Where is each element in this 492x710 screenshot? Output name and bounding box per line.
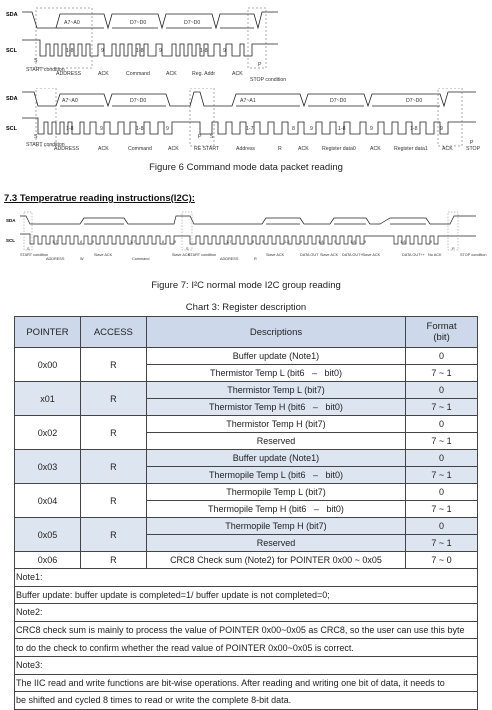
- phase-label: Command: [128, 146, 152, 152]
- format-cell: 0: [406, 416, 478, 433]
- note-text: Note2:: [15, 604, 478, 622]
- description-cell: Thermistor Temp L (bit6 – bit0): [146, 365, 405, 382]
- count-label: 1-8: [400, 240, 406, 244]
- scl-label: SCL: [6, 238, 15, 243]
- note-text: CRC8 check sum is mainly to process the value of POINTER 0x00~0x05 as CRC8, so the user can use this byte: [15, 621, 478, 639]
- scl-label: SCL: [6, 126, 17, 132]
- phase-label: ACK: [298, 146, 309, 152]
- count-label: 9: [310, 126, 313, 132]
- description-cell: Thermopile Temp L (bit7): [146, 484, 405, 501]
- count-label: 9: [159, 48, 162, 54]
- table-row: [15, 416, 478, 433]
- count-label: 1-8: [318, 240, 324, 244]
- format-cell: 0: [406, 348, 478, 365]
- sda-label: SDA: [6, 12, 18, 18]
- table-row: [15, 518, 478, 535]
- access-cell: R: [80, 382, 146, 416]
- description-cell: Thermopile Temp H (bit7): [146, 518, 405, 535]
- note-text: Buffer update: buffer update is completed=1/ buffer update is not completed=0;: [15, 586, 478, 604]
- count-label: 1-8: [410, 126, 418, 132]
- format-cell: 7 ~ 1: [406, 467, 478, 484]
- count-label: 1-8: [66, 126, 74, 132]
- scl-label: SCL: [6, 48, 17, 54]
- phase-label: START condition: [26, 142, 65, 148]
- start-mark: S: [186, 247, 189, 251]
- phase-label: START condition: [188, 253, 217, 257]
- byte-label: A7~A0: [64, 20, 80, 26]
- count-label: 9: [100, 126, 103, 132]
- header-format: Format (bit): [406, 317, 478, 348]
- byte-label: A7~A1: [240, 98, 256, 104]
- register-table: [14, 316, 478, 710]
- phase-label: Slave ACK: [320, 253, 339, 257]
- note-row: [15, 692, 478, 710]
- phase-label: STOP condition: [250, 77, 287, 83]
- phase-label: DATA OUT+: [342, 253, 363, 257]
- phase-label: ACK: [442, 146, 453, 152]
- figure-7-caption: Figure 7: I²C normal mode I2C group reading: [151, 280, 341, 291]
- table-caption: Chart 3: Register description: [185, 302, 307, 313]
- format-cell: 0: [406, 382, 478, 399]
- figure-6-caption: Figure 6 Command mode data packet reading: [149, 162, 343, 173]
- note-text: to do the check to confirm whether the read value of POINTER 0x00~0x05 is correct.: [15, 639, 478, 657]
- byte-label: D7~D0: [330, 98, 347, 104]
- phase-label: Slave ACK: [94, 253, 113, 257]
- start-mark: S: [34, 134, 38, 140]
- byte-label: D7~D0: [406, 98, 423, 104]
- description-cell: Buffer update (Note1): [146, 348, 405, 365]
- note-text: be shifted and cycled 8 times to read or write the complete 8-bit data.: [15, 692, 478, 710]
- fig6-timing-row-a: [0, 0, 492, 92]
- fig6-timing-row-b: [0, 88, 492, 158]
- description-cell: Buffer update (Note1): [146, 450, 405, 467]
- pointer-cell: 0x02: [15, 416, 81, 450]
- phase-label: ACK: [232, 71, 243, 77]
- phase-label: R: [278, 146, 282, 152]
- phase-label: Command: [126, 71, 150, 77]
- description-cell: Thermistor Temp H (bit6 – bit0): [146, 399, 405, 416]
- phase-label: R: [254, 257, 257, 261]
- sda-label: SDA: [6, 96, 18, 102]
- format-cell: 7 ~ 1: [406, 535, 478, 552]
- format-cell: 7 ~ 1: [406, 433, 478, 450]
- format-cell: 0: [406, 450, 478, 467]
- count-label: 1-8: [136, 126, 144, 132]
- phase-label: Slave ACK: [266, 253, 285, 257]
- format-cell: 0: [406, 518, 478, 535]
- pointer-cell: x01: [15, 382, 81, 416]
- phase-label: STOP condition: [460, 253, 487, 257]
- count-label: 1-8: [350, 240, 356, 244]
- pointer-cell: 0x05: [15, 518, 81, 552]
- phase-label: START condition: [20, 253, 49, 257]
- count-label: 8: [252, 240, 255, 244]
- phase-label: Register data1: [394, 146, 428, 152]
- count-label: 1-7: [52, 240, 58, 244]
- note-row: [15, 656, 478, 674]
- count-label: 1-7: [246, 126, 254, 132]
- header-pointer: POINTER: [15, 317, 81, 348]
- phase-label: ACK: [166, 71, 177, 77]
- stop-mark: P: [470, 140, 474, 146]
- pointer-cell: 0x03: [15, 450, 81, 484]
- access-cell: R: [80, 348, 146, 382]
- phase-label: Command: [132, 257, 150, 261]
- sda-label: SDA: [6, 218, 16, 223]
- note-text: The IIC read and write functions are bit-wise operations. After reading and writing one bit of data, it needs to: [15, 674, 478, 692]
- count-label: 9: [262, 240, 265, 244]
- count-label: 9: [364, 240, 367, 244]
- description-cell: Thermistor Temp H (bit7): [146, 416, 405, 433]
- phase-label: Register data0: [322, 146, 356, 152]
- count-label: 1-8: [338, 126, 346, 132]
- note-row: [15, 621, 478, 639]
- phase-label: ACK: [168, 146, 179, 152]
- count-label: 9: [101, 48, 104, 54]
- note-row: [15, 604, 478, 622]
- count-label: 1-8: [284, 240, 290, 244]
- phase-label: Slave ACK: [172, 253, 191, 257]
- byte-label: D7~D0: [184, 20, 201, 26]
- header-descriptions: Descriptions: [146, 317, 405, 348]
- header-access: ACCESS: [80, 317, 146, 348]
- count-label: 8: [292, 126, 295, 132]
- count-label: 9: [370, 126, 373, 132]
- phase-label: ADDRESS: [220, 257, 239, 261]
- note-row: [15, 674, 478, 692]
- count-label: 9: [223, 48, 226, 54]
- phase-label: DATA OUT++: [402, 253, 425, 257]
- count-label: 8: [80, 240, 83, 244]
- note-text: Note3:: [15, 656, 478, 674]
- note-row: [15, 639, 478, 657]
- count-label: 9: [440, 126, 443, 132]
- byte-label: D7~D0: [130, 20, 147, 26]
- access-cell: R: [80, 484, 146, 518]
- table-row: [15, 348, 478, 365]
- count-label: 8: [162, 240, 165, 244]
- note-row: [15, 586, 478, 604]
- stop-mark: P: [198, 134, 202, 140]
- count-label: 9: [334, 240, 337, 244]
- phase-label: W: [80, 257, 84, 261]
- phase-label: ADDRESS: [46, 257, 65, 261]
- phase-label: RE START: [194, 146, 220, 152]
- start-mark: S: [27, 247, 30, 251]
- count-label: 9: [174, 240, 177, 244]
- phase-label: Slave ACK: [362, 253, 381, 257]
- description-cell: Thermopile Temp H (bit6 – bit0): [146, 501, 405, 518]
- description-cell: Thermistor Temp L (bit7): [146, 382, 405, 399]
- stop-mark: P: [452, 247, 455, 251]
- description-cell: Thermopile Temp L (bit6 – bit0): [146, 467, 405, 484]
- note-row: [15, 569, 478, 587]
- count-label: 9: [166, 126, 169, 132]
- table-row: [15, 484, 478, 501]
- access-cell: R: [80, 552, 146, 569]
- description-cell: Reserved: [146, 433, 405, 450]
- start-mark: S: [34, 58, 38, 64]
- table-row: [15, 552, 478, 569]
- count-label: 1-8: [66, 48, 74, 54]
- pointer-cell: 0x04: [15, 484, 81, 518]
- access-cell: R: [80, 518, 146, 552]
- format-cell: 7 ~ 1: [406, 399, 478, 416]
- start-mark: S: [210, 134, 214, 140]
- description-cell: CRC8 Check sum (Note2) for POINTER 0x00 ~ 0x05: [146, 552, 405, 569]
- format-cell: 7 ~ 1: [406, 501, 478, 518]
- count-label: 1-7: [130, 240, 136, 244]
- count-label: 1-8: [136, 48, 144, 54]
- table-row: [15, 450, 478, 467]
- phase-label: Reg. Addr: [192, 71, 216, 77]
- phase-label: DATA OUT: [300, 253, 319, 257]
- phase-label: START condition: [26, 67, 65, 73]
- count-label: 9: [430, 240, 433, 244]
- format-cell: 7 ~ 1: [406, 365, 478, 382]
- phase-label: STOP: [466, 146, 481, 152]
- pointer-cell: 0x00: [15, 348, 81, 382]
- phase-label: ADDRESS: [56, 71, 82, 77]
- access-cell: R: [80, 450, 146, 484]
- pointer-cell: 0x06: [15, 552, 81, 569]
- format-cell: 7 ~ 0: [406, 552, 478, 569]
- phase-label: Address: [236, 146, 256, 152]
- fig7-timing-diagram: [0, 210, 492, 272]
- phase-label: ADDRESS: [54, 146, 80, 152]
- description-cell: Reserved: [146, 535, 405, 552]
- phase-label: ACK: [370, 146, 381, 152]
- phase-label: ACK: [98, 71, 109, 77]
- count-label: 1-8: [200, 48, 208, 54]
- section-heading: 7.3 Temperatrue reading instructions(I2C):: [4, 193, 195, 204]
- count-label: 1-7: [226, 240, 232, 244]
- access-cell: R: [80, 416, 146, 450]
- byte-label: D7~D0: [130, 98, 147, 104]
- format-cell: 0: [406, 484, 478, 501]
- stop-mark: P: [258, 62, 262, 68]
- byte-label: A7~A0: [62, 98, 78, 104]
- table-row: [15, 382, 478, 399]
- count-label: 9: [300, 240, 303, 244]
- note-text: Note1:: [15, 569, 478, 587]
- count-label: 9: [92, 240, 95, 244]
- phase-label: No ACK: [428, 253, 442, 257]
- phase-label: ACK: [98, 146, 109, 152]
